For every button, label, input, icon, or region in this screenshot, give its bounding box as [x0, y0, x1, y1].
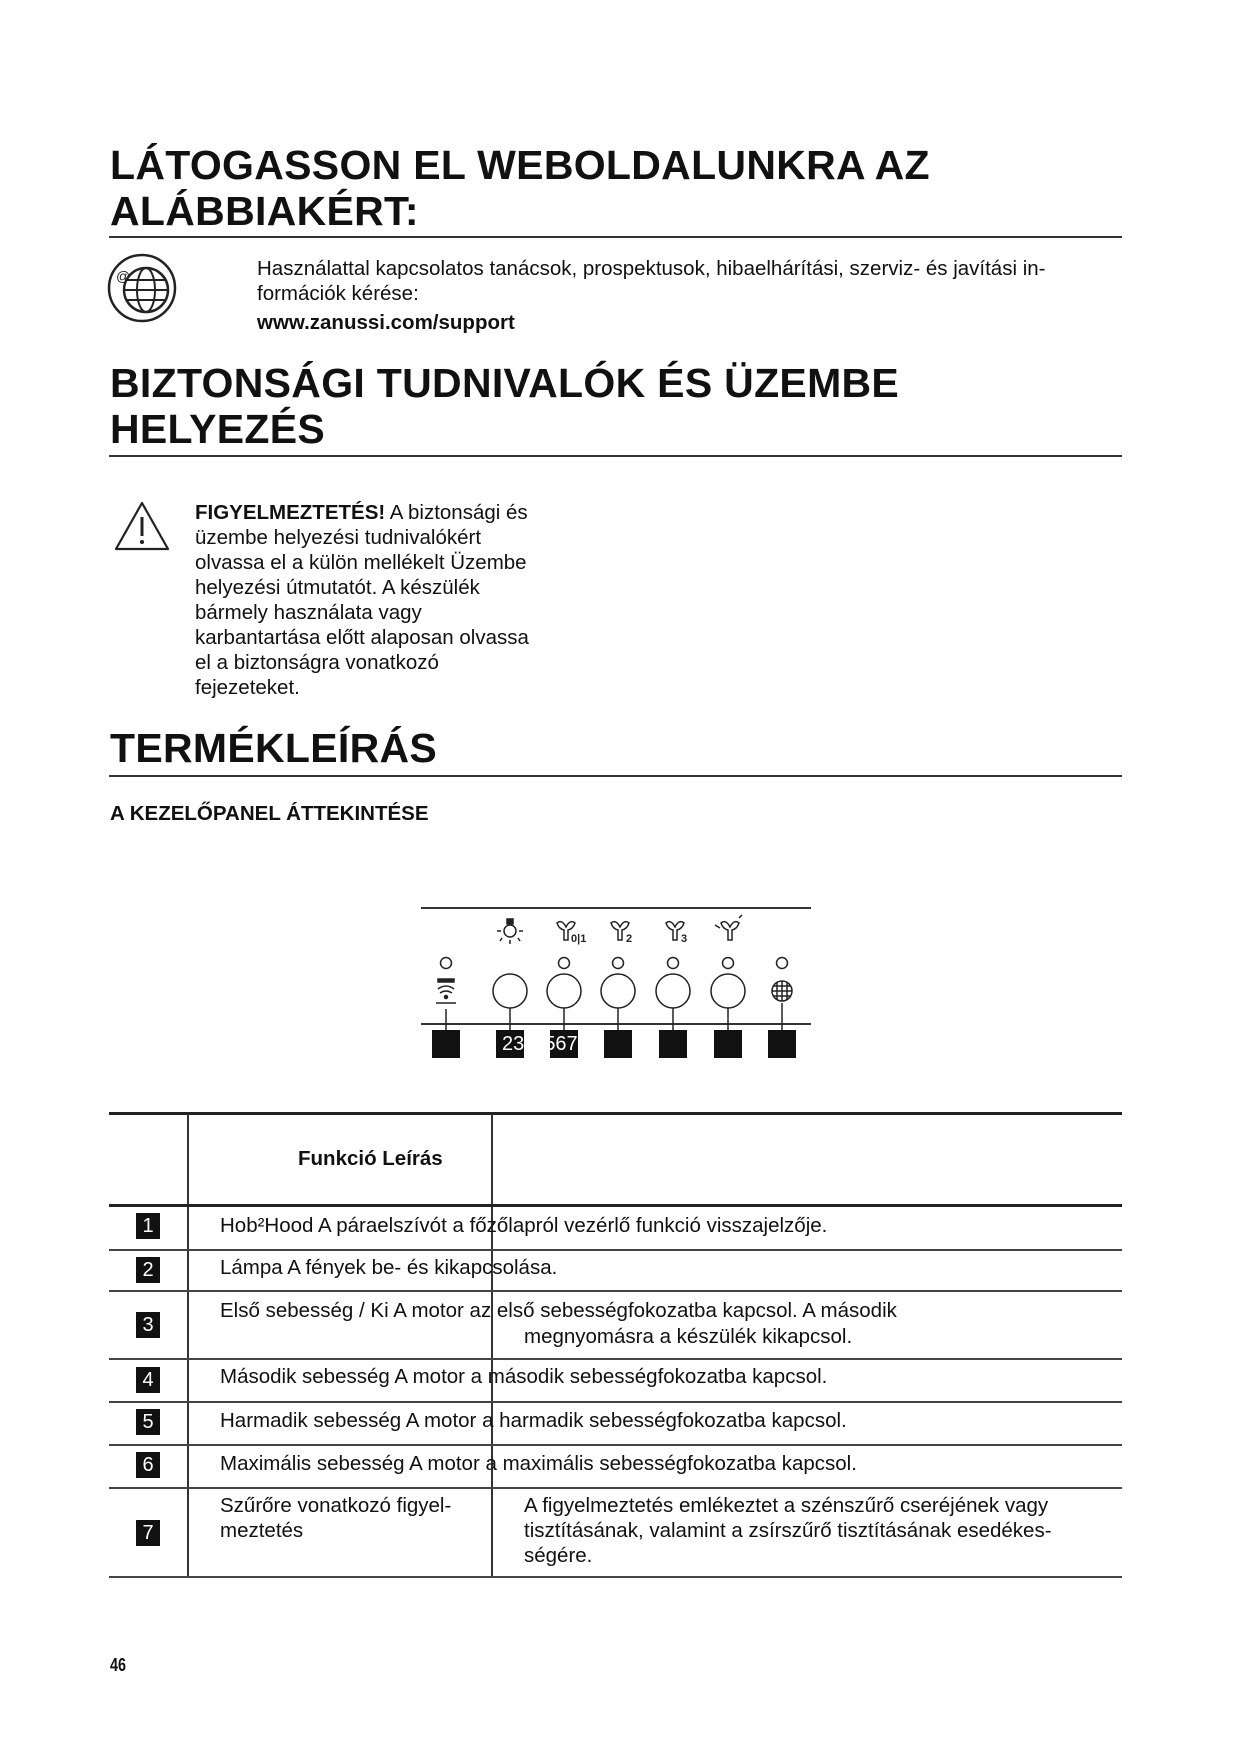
divider — [109, 236, 1122, 238]
support-link[interactable]: www.zanussi.com/support — [257, 311, 515, 334]
subheading-control-panel: A KEZELŐPANEL ÁTTEKINTÉSE — [110, 802, 429, 825]
panel-marker-5 — [659, 1030, 687, 1058]
info-text: formációk kérése: — [257, 282, 419, 305]
description-text: ségére. — [524, 1544, 593, 1567]
table-bottom-border — [109, 1576, 1122, 1578]
warning-line: fejezeteket. — [195, 676, 300, 699]
panel-marker-1 — [432, 1030, 460, 1058]
hob2hood-icon — [436, 979, 456, 1003]
row-divider — [109, 1249, 1122, 1251]
heading-line: BIZTONSÁGI TUDNIVALÓK ÉS ÜZEMBE — [110, 360, 900, 406]
divider — [109, 455, 1122, 457]
heading-product: TERMÉKLEÍRÁS — [110, 725, 438, 771]
lamp-icon — [497, 919, 523, 944]
support-info — [257, 256, 1045, 335]
warning-line: üzembe helyezési tudnivalókért — [195, 526, 482, 549]
warning-line: helyezési útmutatót. A készülék — [195, 576, 480, 599]
description-text: A figyelmeztetés emlékeztet a szénszűrő cseréjének vagy — [524, 1494, 1049, 1517]
heading-line: HELYEZÉS — [110, 406, 326, 452]
function-text: Szűrőre vonatkozó figyel- — [220, 1494, 452, 1517]
heading-line: LÁTOGASSON EL WEBOLDALUNKRA AZ — [110, 142, 930, 188]
table-top-border — [109, 1112, 1122, 1115]
fan-max-icon — [715, 915, 742, 940]
row-number: 3 — [136, 1312, 160, 1338]
row-text: Maximális sebesség A motor a maximális sebességfokozatba kapcsol. — [220, 1452, 857, 1475]
warning-label: FIGYELMEZTETÉS! — [195, 501, 386, 524]
warning-line: A biztonsági és — [385, 501, 528, 524]
row-text: Harmadik sebesség A motor a harmadik sebességfokozatba kapcsol. — [220, 1409, 847, 1432]
table-header: Funkció Leírás — [298, 1147, 443, 1170]
row-text: Lámpa A fények be- és kikapcsolása. — [220, 1256, 558, 1279]
row-number: 1 — [136, 1213, 160, 1239]
row-text: Második sebesség A motor a második sebességfokozatba kapcsol. — [220, 1365, 828, 1388]
panel-marker-2: 23 — [496, 1030, 524, 1058]
row-number: 2 — [136, 1257, 160, 1283]
heading-line: ALÁBBIAKÉRT: — [110, 188, 419, 234]
heading-website — [110, 142, 930, 234]
warning-text — [195, 500, 529, 700]
page-number: 46 — [110, 1655, 127, 1675]
svg-text:@: @ — [116, 268, 131, 284]
panel-marker-3: 567 — [550, 1030, 578, 1058]
warning-line: karbantartása előtt alaposan olvassa — [195, 626, 529, 649]
row-text: megnyomásra a készülék kikapcsol. — [524, 1325, 853, 1348]
row-number: 7 — [136, 1520, 160, 1546]
fan-label: 3 — [681, 933, 688, 945]
filter-icon — [772, 981, 792, 1001]
panel-marker-4 — [604, 1030, 632, 1058]
row-text: Első sebesség / Ki A motor az első sebességfokozatba kapcsol. A második — [220, 1299, 897, 1322]
panel-top-line — [421, 907, 811, 909]
row-divider — [109, 1487, 1122, 1489]
fan-label: 0|1 — [571, 933, 587, 945]
info-text: Használattal kapcsolatos tanácsok, prospektusok, hibaelhárítási, szerviz- és javítási in- — [257, 257, 1046, 280]
row-text: Hob²Hood A páraelszívót a főzőlapról vezérlő funkció visszajelzője. — [220, 1214, 828, 1237]
panel-marker-6 — [714, 1030, 742, 1058]
fan-label: 2 — [626, 933, 633, 945]
row-divider — [109, 1358, 1122, 1360]
panel-marker-7 — [768, 1030, 796, 1058]
column-divider — [491, 1114, 493, 1577]
row-divider — [109, 1290, 1122, 1292]
row-number: 4 — [136, 1367, 160, 1393]
heading-safety — [110, 360, 899, 452]
globe-web-icon — [106, 252, 178, 324]
row-divider — [109, 1444, 1122, 1446]
row-number: 6 — [136, 1452, 160, 1478]
warning-line: el a biztonságra vonatkozó — [195, 651, 439, 674]
table-header-border — [109, 1204, 1122, 1207]
warning-line: olvassa el a külön mellékelt Üzembe — [195, 551, 527, 574]
warning-line: bármely használata vagy — [195, 601, 422, 624]
row-number: 5 — [136, 1409, 160, 1435]
description-text: tisztításának, valamint a zsírszűrő tisztításának esedékes- — [524, 1519, 1052, 1542]
divider — [109, 775, 1122, 777]
warning-icon — [113, 500, 171, 552]
column-divider — [187, 1114, 189, 1577]
function-text: meztetés — [220, 1519, 304, 1542]
row-divider — [109, 1401, 1122, 1403]
